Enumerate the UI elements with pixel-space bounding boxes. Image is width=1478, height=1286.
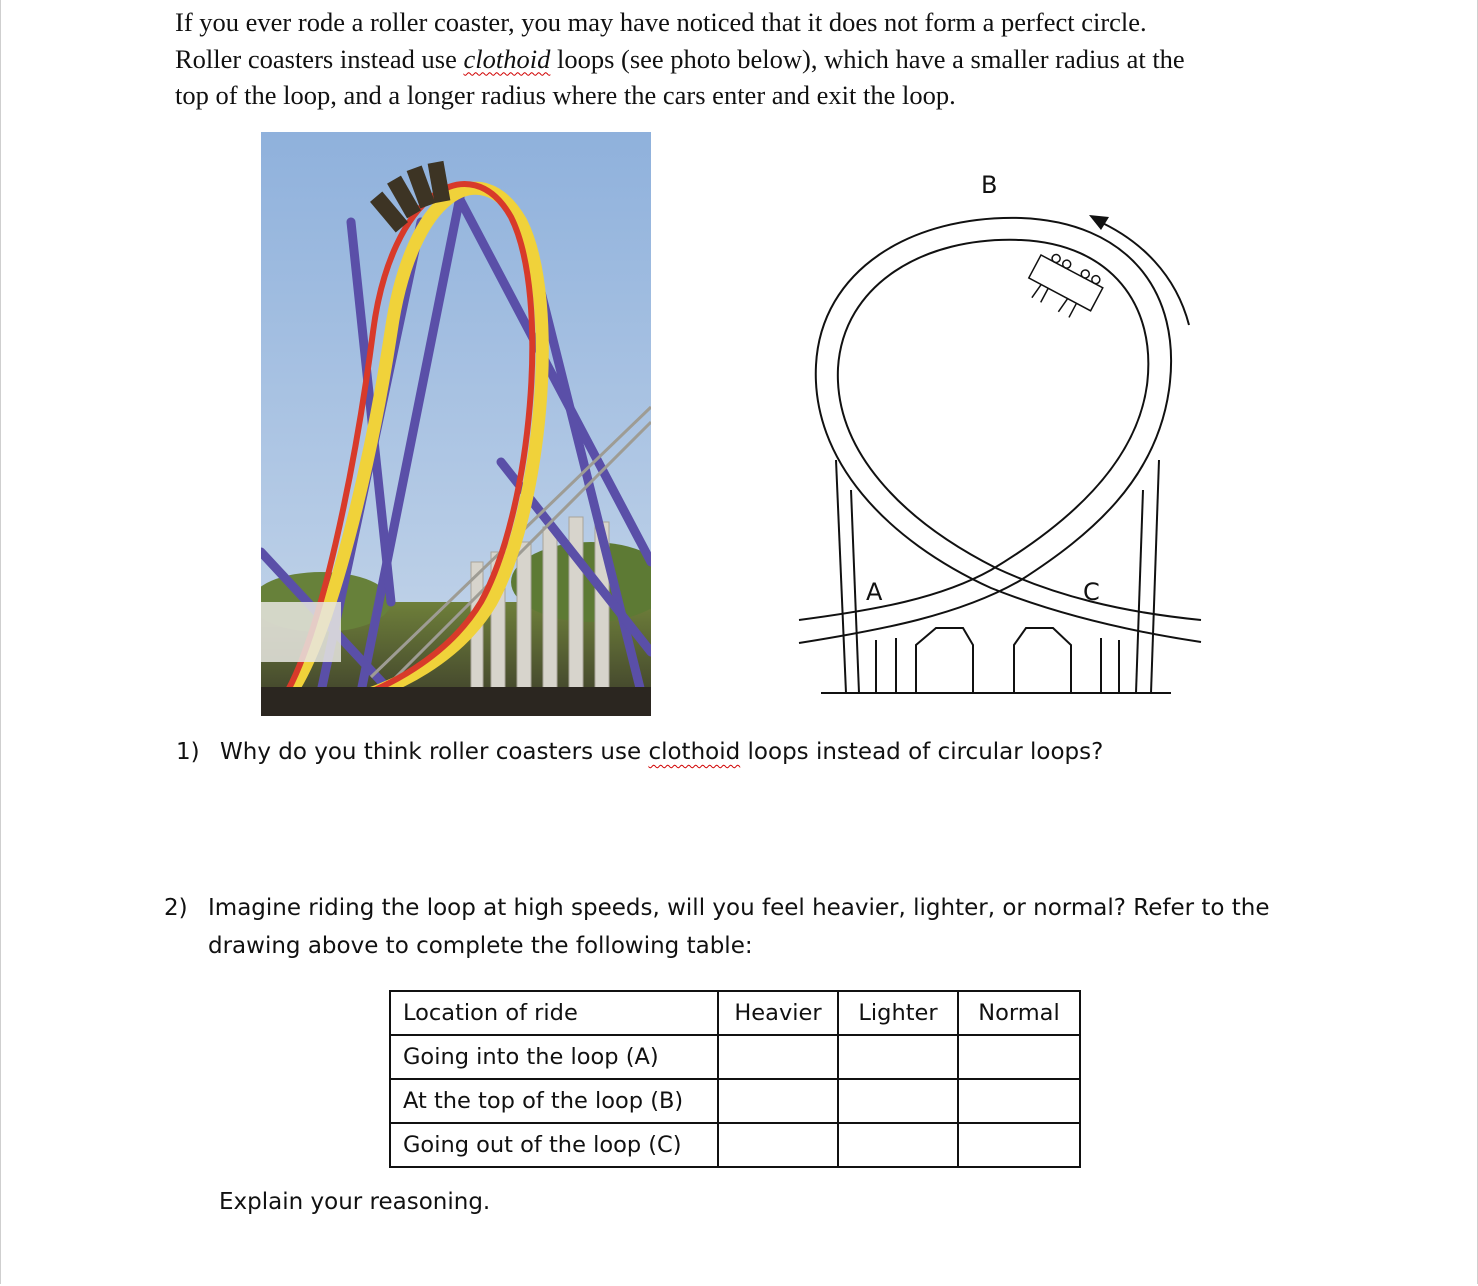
- question-1-text-end: loops instead of circular loops?: [740, 739, 1104, 765]
- clothoid-loop-diagram: [791, 160, 1211, 705]
- cell-heavier-a[interactable]: [718, 1035, 838, 1079]
- header-lighter: Lighter: [838, 991, 958, 1035]
- header-heavier: Heavier: [718, 991, 838, 1035]
- explain-prompt: Explain your reasoning.: [219, 1189, 491, 1215]
- clothoid-loop-drawing: [791, 160, 1211, 705]
- cell-lighter-a[interactable]: [838, 1035, 958, 1079]
- intro-paragraph: [175, 4, 1305, 114]
- intro-line-1: If you ever rode a roller coaster, you may have noticed that it does not form a perfect circle.: [175, 7, 1147, 37]
- row-location-b: At the top of the loop (B): [390, 1079, 718, 1123]
- clothoid-term-q1[interactable]: clothoid: [648, 739, 741, 765]
- table-header-row: [390, 991, 1080, 1035]
- question-2-number: 2): [164, 895, 188, 921]
- cell-normal-c[interactable]: [958, 1123, 1080, 1167]
- row-location-a: Going into the loop (A): [390, 1035, 718, 1079]
- header-location: Location of ride: [390, 991, 718, 1035]
- question-1-number: 1): [176, 739, 200, 765]
- question-2-line-1: Imagine riding the loop at high speeds, will you feel heavier, lighter, or normal? Refer to the: [208, 895, 1270, 921]
- cell-heavier-c[interactable]: [718, 1123, 838, 1167]
- intro-line-2-start: Roller coasters instead use: [175, 43, 464, 74]
- label-b: B: [981, 171, 998, 199]
- row-location-c: Going out of the loop (C): [390, 1123, 718, 1167]
- intro-line-3: top of the loop, and a longer radius where the cars enter and exit the loop.: [175, 80, 956, 110]
- cell-heavier-b[interactable]: [718, 1079, 838, 1123]
- table-row: [390, 1123, 1080, 1167]
- table-row: [390, 1079, 1080, 1123]
- intro-line-2: [175, 41, 1305, 78]
- clothoid-term[interactable]: clothoid: [463, 43, 551, 74]
- table-row: [390, 1035, 1080, 1079]
- feeling-table: [389, 990, 1081, 1168]
- label-c: C: [1083, 578, 1100, 606]
- question-1-text-start: Why do you think roller coasters use: [220, 739, 649, 765]
- question-2: [164, 889, 1314, 965]
- roller-coaster-photo-art: [261, 132, 651, 716]
- cell-lighter-b[interactable]: [838, 1079, 958, 1123]
- cell-lighter-c[interactable]: [838, 1123, 958, 1167]
- label-a: A: [866, 578, 883, 606]
- roller-coaster-photo: [261, 132, 651, 716]
- header-normal: Normal: [958, 991, 1080, 1035]
- intro-line-2-end: loops (see photo below), which have a smaller radius at the: [550, 43, 1185, 74]
- cell-normal-b[interactable]: [958, 1079, 1080, 1123]
- cell-normal-a[interactable]: [958, 1035, 1080, 1079]
- question-2-line-2: drawing above to complete the following table:: [208, 933, 753, 959]
- question-1: [176, 739, 1103, 765]
